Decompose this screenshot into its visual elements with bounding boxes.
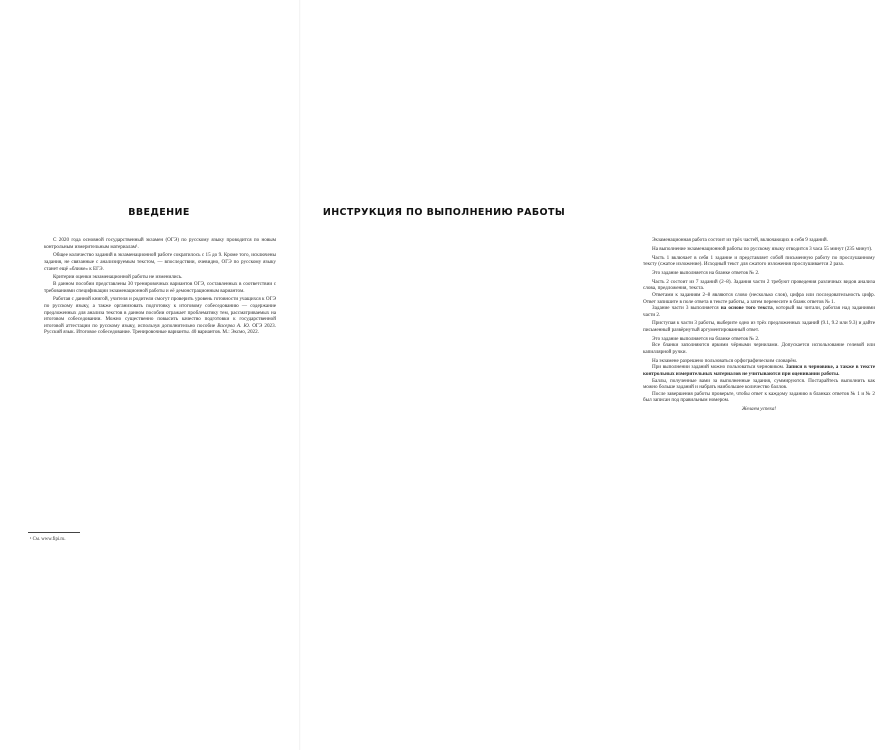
instruction-paragraph: Часть 2 состоит из 7 заданий (2–8). Задания части 2 требуют проведения различных видов анализа слова, предложения, текста. — [643, 278, 875, 292]
instruction-paragraph — [643, 305, 875, 318]
intro-paragraph — [44, 296, 276, 336]
instruction-paragraph: На экзамене разрешено пользоваться орфографическим словарём. — [652, 357, 798, 364]
intro-paragraph: В данном пособии представлены 30 тренировочных вариантов ОГЭ, составленных в соответствии с требованиями спецификации экзаменационной работы и её демонстрационным вариантом. — [44, 280, 276, 294]
left-page — [0, 0, 300, 750]
instruction-paragraph: На выполнение экзаменационной работы по русскому языку отводится 3 часа 55 минут (235 минут). — [652, 245, 873, 252]
emphasis-text: на основе того текста — [720, 305, 773, 312]
intro-paragraph-text: ОГЭ 2023. Русский язык. Итоговое собеседование. Тренировочные варианты. 40 вариантов. М.: Эксмо, 2022. — [44, 322, 276, 336]
instruction-paragraph: Это задание выполняется на бланке ответов № 2. — [652, 335, 760, 342]
instruction-text — [643, 237, 875, 413]
instruction-paragraph: После завершения работы проверьте, чтобы ответ к каждому заданию в бланках ответов № 1 и № 2 был записан под правильным номером. — [643, 390, 875, 404]
emphasis-text: Записи в черновике, а также в тексте контрольных измерительных материалов не учитываются при оценивании работы. — [643, 364, 875, 377]
intro-paragraph: Критерии оценки экзаменационной работы не изменились. — [53, 274, 183, 281]
instruction-text-span: , который вы читали, работая над заданиями части 2. — [643, 305, 875, 318]
instruction-paragraph: Приступая к части 3 работы, выберите одно из трёх предложенных заданий (9.1, 9.2 или 9.3) и дайте письменный развёрнутый аргументированный ответ. — [643, 320, 875, 334]
instruction-paragraph — [643, 364, 875, 377]
introduction-text — [44, 237, 276, 336]
instruction-text-span: При выполнении заданий можно пользоваться черновиком. — [652, 364, 786, 371]
instruction-paragraph: Баллы, полученные вами за выполненные задания, суммируются. Постарайтесь выполнить как можно больше заданий и набрать наибольшее количество баллов. — [643, 377, 875, 391]
instruction-paragraph: Это задание выполняется на бланке ответов № 2. — [652, 269, 760, 276]
author-name: Васерва А. Ю. — [217, 322, 251, 329]
intro-paragraph: Общее количество заданий в экзаменационной работе сократилось с 15 до 9. Кроме того, исключены задания, не связанные с анализируемым текстом, — впоследствии, очевидно, ОГЭ по русскому языку станет ещё «ближе» к ЕГЭ. — [44, 252, 276, 272]
instruction-paragraph: Часть 1 включает в себя 1 задание и представляет собой письменную работу по прослушанному тексту (сжатое изложение). Исходный текст для сжатого изложения прослушивается 2 раза. — [643, 254, 875, 268]
closing-wish: Желаем успеха! — [741, 406, 777, 413]
instruction-text-span: Задание части 3 выполняется — [652, 305, 721, 312]
intro-paragraph: С 2020 года основной государственный экзамен (ОГЭ) по русскому языку проводится по новым контрольным измерительным материалам¹. — [44, 237, 276, 250]
instruction-paragraph: Все бланки заполняются яркими чёрными чернилами. Допускается использование гелевой или капиллярной ручки. — [643, 342, 875, 356]
footnote-divider — [28, 532, 80, 533]
page-title: ИНСТРУКЦИЯ ПО ВЫПОЛНЕНИЮ РАБОТЫ — [322, 207, 566, 218]
page-title: ВВЕДЕНИЕ — [128, 207, 190, 218]
instruction-paragraph: Ответами к заданиям 2–8 являются слово (несколько слов), цифра или последовательность цифр. Ответ запишите в поле ответа в тексте работы, а затем перенесите в бланк ответов № 1. — [643, 291, 875, 305]
right-page — [300, 0, 875, 750]
instruction-paragraph: Экзаменационная работа состоит из трёх частей, включающих в себя 9 заданий. — [652, 237, 828, 243]
footnote: ¹ См. www.fipi.ru. — [30, 537, 66, 542]
intro-paragraph-text: Работая с данной книгой, учителя и родители смогут проверить уровень готовности учащихся к ОГЭ по русскому языку, а также организовать подготовку к итоговому собеседованию — содержание предложенных для анализа текстов в данном пособии отражает проблематику тем, рассматриваемых на итоговом собеседовании. Можно существенно повысить качество подготовки к государственной итоговой аттестации по русскому языку, используя дополнительно пособие — [44, 296, 276, 329]
